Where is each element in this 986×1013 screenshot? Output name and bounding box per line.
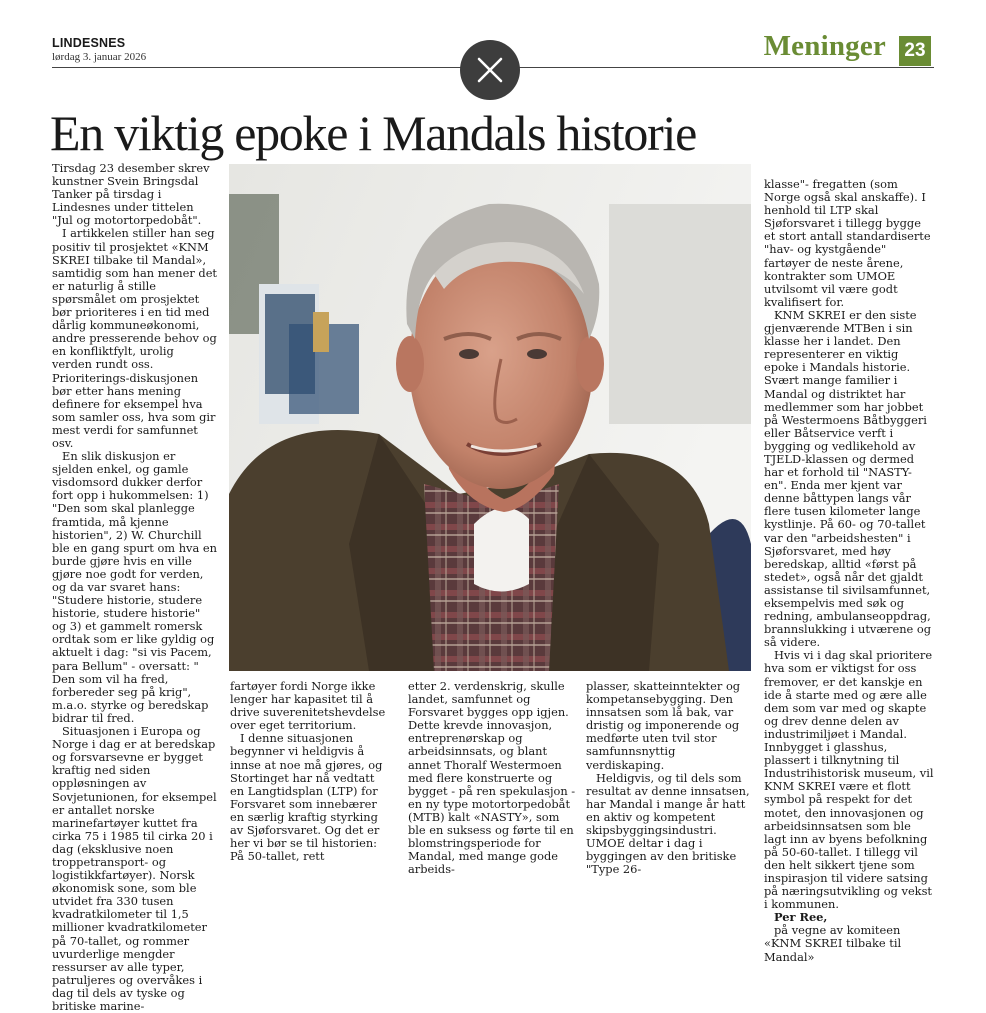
- author-description: på vegne av komiteen «KNM SKREI tilbake til Mandal»: [764, 923, 902, 964]
- author-name: Per Ree,: [774, 910, 828, 925]
- close-button[interactable]: [460, 40, 520, 100]
- paragraph: plasser, skatteinntekter og kompetansebygging. Den innsatsen som lå bak, var dristig og imponerende og medførte uten tvil stor samfunnsnyttig verdiskaping.: [586, 679, 741, 772]
- paragraph: KNM SKREI er den siste gjenværende MTBen i sin klasse her i landet. Den representerer en viktig epoke i Mandals historie. Svært mange familier i Mandal og distriktet har medlemmer som har jobbet på Westermoens Båtbyggeri eller Båtservice verft i bygging og vedlikehold av TJELD-klassen og dermed har et forhold til "NASTY-en". Enda mer kjent var denne båttypen langs vår flere tusen kilometer lange kystlinje. På 60- og 70-tallet var den "arbeidshesten" i Sjøforsvaret, med høy beredskap, alltid «først på stedet», også når det gjaldt assistanse til sivilsamfunnet, eksempelvis med søk og redning, ambulanseoppdrag, brannslukking i utværene og så videre.: [764, 307, 932, 650]
- paragraph: En slik diskusjon er sjelden enkel, og gamle visdomsord dukker derfor fort opp i hukommelsen: 1) "Den som skal planlegge framtida, må kjenne historien", 2) W. Churchill ble en gang spurt om hva en burde gjøre hvis en ville gjøre noe godt for verden, og da var svaret hans: "Studere historie, studere historie, studere historie" og 3) et gammelt romersk ordtak som er like gyldig og aktuelt i dag: "si vis Pacem, para Bellum" - oversatt: " Den som vil ha fred, forbereder seg på krig", m.a.o. styrke og beredskap bidrar til fred.: [52, 449, 217, 725]
- paragraph: Hvis vi i dag skal prioritere hva som er viktigst for oss fremover, er det kanskje en ide å starte med og ære alle dem som var med og skapte og drev denne delen av industrimiljøet i Mandal. Innbygget i glasshus, plassert i tilknytning til Industrihistorisk museum, vil KNM SKREI være et flott symbol på respekt for det motet, den innovasjonen og arbeidsinnsatsen som ble lagt inn av byens befolkning på 50-60-tallet. I tillegg vil den helt sikkert tjene som inspirasjon til videre satsing på næringsutvikling og vekst i kommunen.: [764, 648, 934, 912]
- article-column-1: [52, 162, 217, 1013]
- section-title: Meninger: [763, 30, 886, 62]
- publication-name: LINDESNES: [52, 36, 126, 50]
- article-column-5: [764, 178, 934, 964]
- paragraph: Tirsdag 23 desember skrev kunstner Svein Bringsdal Tanker på tirsdag i Lindesnes under tittelen "Jul og motortorpedobåt".: [52, 161, 210, 228]
- paragraph: Situasjonen i Europa og Norge i dag er at beredskap og forsvarsevne er bygget kraftig ned siden oppløsningen av Sovjetunionen, for eksempel er antallet norske marinefartøyer kuttet fra cirka 75 i 1985 til cirka 20 i dag (eksklusive noen troppetransport- og logistikkfartøyer). Norsk økonomisk sone, som ble utvidet fra 330 tusen kvadratkilometer til 1,5 millioner kvadratkilometer på 70-tallet, og rommer uvurderlige mengder ressurser av alle typer, patruljeres og overvåkes i dag til dels av tyske og britiske marine-: [52, 724, 217, 1013]
- close-icon: [460, 40, 520, 100]
- paragraph: Heldigvis, og til dels som resultat av denne innsatsen, har Mandal i mange år hatt en aktiv og kompetent skipsbyggingsindustri. UMOE deltar i dag i byggingen av den britiske "Type 26-: [586, 770, 750, 877]
- page-number: 23: [899, 36, 931, 66]
- paragraph: etter 2. verdenskrig, skulle landet, samfunnet og Forsvaret bygges opp igjen. Dette krevde innovasjon, entreprenørskap og arbeidsinnsats, og blant annet Thoralf Westermoen med flere konstruerte og bygget - på ren spekulasjon - en ny type motortorpedobåt (MTB) kalt «NASTY», som ble en suksess og førte til en blomstringsperiode for Mandal, med mange gode arbeids-: [408, 679, 576, 877]
- article-column-2: [230, 680, 392, 863]
- paragraph: I artikkelen stiller han seg positiv til prosjektet «KNM SKREI tilbake til Mandal», samtidig som han mener det er naturlig å stille spørsmålet om prosjektet bør prioriteres i en tid med dårlig kommuneøkonomi, andre presserende behov og en konfliktfylt, urolig verden rundt oss. Prioriterings-diskusjonen bør etter hans mening definere for eksempel hva som samler oss, hva som gir mest verdi for samfunnet osv.: [52, 226, 218, 450]
- article-headline: En viktig epoke i Mandals historie: [50, 105, 696, 161]
- paragraph: I denne situasjonen begynner vi heldigvis å innse at noe må gjøres, og Stortinget har nå vedtatt en Langtidsplan (LTP) for Forsvaret som innebærer en særlig kraftig styrking av Sjøforsvaret. Og det er her vi bør se til historien: På 50-tallet, rett: [230, 731, 383, 864]
- paragraph: fartøyer fordi Norge ikke lenger har kapasitet til å drive suverenitetshevdelse over eget territorium.: [230, 679, 386, 733]
- article-column-3: [408, 680, 576, 876]
- portrait-photo: [229, 164, 751, 671]
- publication-date: lørdag 3. januar 2026: [52, 51, 147, 63]
- article-column-4: [586, 680, 752, 876]
- masthead: [52, 36, 146, 63]
- paragraph: klasse"- fregatten (som Norge også skal anskaffe). I henhold til LTP skal Sjøforsvaret i tillegg bygge et stort antall standardiserte "hav- og kystgående" fartøyer de neste årene, kontrakter som UMOE utvilsomt vil være godt kvalifisert for.: [764, 177, 931, 309]
